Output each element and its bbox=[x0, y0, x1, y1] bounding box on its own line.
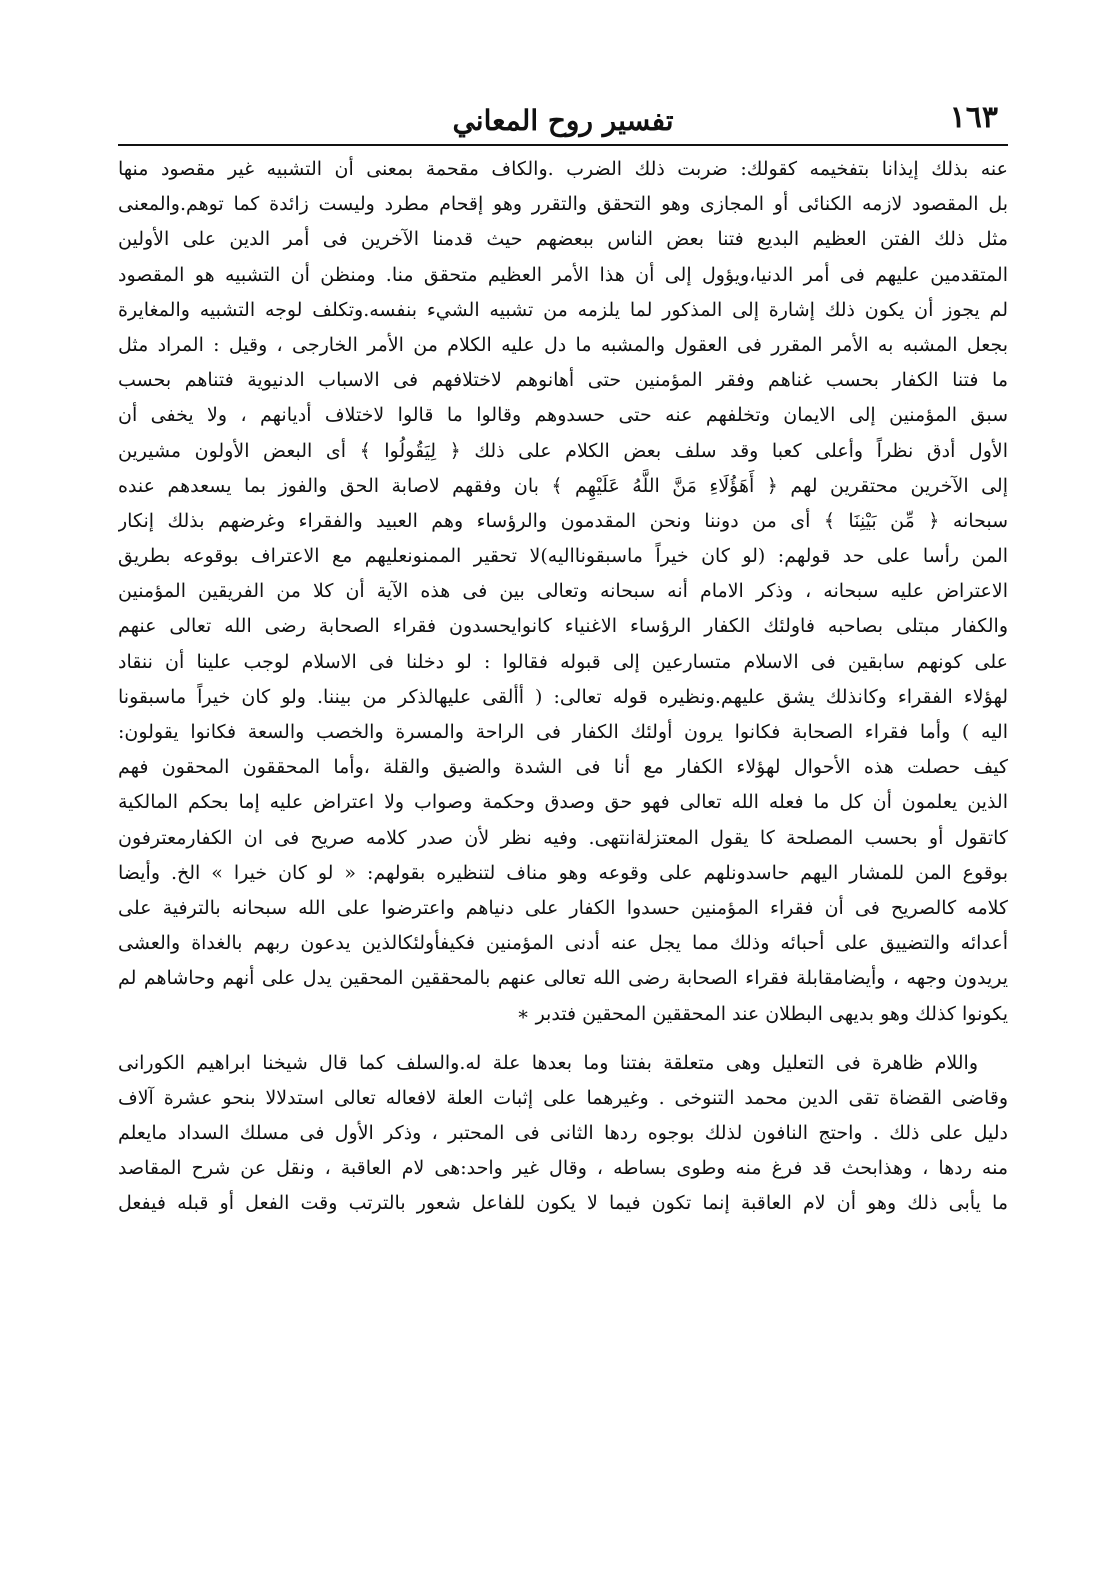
text-line: أعدائه والتضييق على أحبائه وذلك مما يجل عنه أدنى المؤمنين فكيفأولئكالذين يدعون ربهم بالغداة والعشى bbox=[118, 932, 1008, 955]
text-line: كيف حصلت هذه الأحوال لهؤلاء الكفار مع أنا فى الشدة والضيق والقلة ،وأما المحققون المحقون فهم bbox=[118, 756, 1008, 779]
text-line: يكونوا كذلك وهو بديهى البطلان عند المحققين المحقين فتدبر ∗ bbox=[516, 1002, 1008, 1025]
paragraph-1 bbox=[118, 152, 1008, 1032]
text-line: المن رأسا على حد قولهم: (لو كان خيراً ماسبقونااليه)لا تحقير الممنونعليهم مع الاعتراف بوقوعه بطريق bbox=[118, 545, 1008, 568]
text-line: لم يجوز أن يكون ذلك إشارة إلى المذكور لما يلزمه من تشبيه الشيء بنفسه.وتكلف لوجه التشبيه والمغايرة bbox=[118, 298, 1008, 321]
text-line: كاتقول أو بحسب المصلحة كا يقول المعتزلةانتهى. وفيه نظر لأن صدر كلامه صريح فى ان الكفارمعترفون bbox=[118, 826, 1008, 849]
text-line: ما يأبى ذلك وهو أن لام العاقبة إنما تكون فيما لا يكون للفاعل شعور بالترتب وقت الفعل أو قبله فيفعل bbox=[118, 1192, 1008, 1215]
text-line: اليه ) وأما فقراء الصحابة فكانوا يرون أولئك الكفار فى الراحة والمسرة والخصب والسعة فكانوا يقولون: bbox=[118, 721, 1008, 743]
text-line: الأول أدق نظراً وأعلى كعبا وقد سلف بعض الكلام على ذلك ﴿ لِيَقُولُوا ﴾ أى البعض الأولون مشيرين bbox=[118, 439, 1008, 462]
header-divider bbox=[118, 144, 1008, 146]
text-line: عنه بذلك إيذانا بتفخيمه كقولك: ضربت ذلك الضرب .والكاف مقحمة بمعنى أن التشبيه غير مقصود منها bbox=[118, 158, 1008, 180]
text-line: مثل ذلك الفتن العظيم البديع فتنا بعض الناس ببعضهم حيث قدمنا الآخرين فى أمر الدين على الأولين bbox=[118, 228, 1008, 251]
text-line: لهؤلاء الفقراء وكانذلك يشق عليهم.ونظيره قوله تعالى: ( أألقى عليهالذكر من بيننا. ولو كان خيراً ماسبقونا bbox=[118, 685, 1008, 708]
text-line: كلامه كالصريح فى أن فقراء المؤمنين حسدوا الكفار على دنياهم واعترضوا على الله سبحانه بالترفية على bbox=[118, 896, 1008, 919]
text-line: يريدون وجهه ، وأيضامقابلة فقراء الصحابة رضى الله تعالى عنهم بالمحققين المحقين يدل على أنهم وحاشاهم لم bbox=[118, 967, 1008, 990]
text-line: بل المقصود لازمه الكنائى أو المجازى وهو التحقق والتقرر وهو إقحام مطرد وليست زائدة كما توهم.والمعنى bbox=[118, 193, 1008, 216]
text-line: والكفار مبتلى بصاحبه فاولئك الكفار الرؤساء الاغنياء كانوايحسدون فقراء الصحابة رضى الله تعالى عنهم bbox=[118, 615, 1008, 638]
text-line: إلى الآخرين محتقرين لهم ﴿ أَهَؤُلَاءِ مَنَّ اللَّهُ عَلَيْهِم ﴾ بان وفقهم لاصابة الحق والفوز بما يسعدهم عنده bbox=[118, 474, 1008, 497]
text-line: المتقدمين عليهم فى أمر الدنيا،ويؤول إلى أن هذا الأمر العظيم متحقق منا. ومنظن أن التشبيه هو المقصود bbox=[118, 263, 1008, 286]
text-line: سبق المؤمنين إلى الايمان وتخلفهم عنه حتى حسدوهم وقالوا ما قالوا لاختلاف أديانهم ، ولا يخفى أن bbox=[118, 404, 1008, 427]
text-line: الاعتراض عليه سبحانه ، وذكر الامام أنه سبحانه وتعالى بين فى هذه الآية أن كلا من الفريقين المؤمنين bbox=[118, 580, 1008, 603]
text-line: منه ردها ، وهذابحث قد فرغ منه وطوى بساطه ، وقال غير واحد:هى لام العاقبة ، ونقل عن شرح المقاصد bbox=[118, 1157, 1008, 1180]
text-line: سبحانه ﴿ مِّن بَيْنِنَا ﴾ أى من دوننا ونحن المقدمون والرؤساء وهم العبيد والفقراء وغرضهم بذلك إنكار bbox=[118, 509, 1008, 532]
text-line: على كونهم سابقين فى الاسلام متسارعين إلى قبوله فقالوا : لو دخلنا فى الاسلام لوجب علينا أن ننقاد bbox=[118, 650, 1008, 673]
page-header bbox=[118, 100, 998, 140]
text-line: دليل على ذلك . واحتج النافون لذلك بوجوه ردها الثانى فى المحتبر ، وذكر الأول فى مسلك السداد مايعلم bbox=[118, 1122, 1008, 1145]
paragraph-gap bbox=[118, 1032, 1008, 1046]
paragraph-2 bbox=[118, 1046, 1008, 1222]
text-line: واللام ظاهرة فى التعليل وهى متعلقة بفتنا وما بعدها علة له.والسلف كما قال شيخنا ابراهيم الكورانى bbox=[118, 1051, 978, 1074]
body-text bbox=[118, 152, 1008, 1222]
text-line: وقاضى القضاة تقى الدين محمد التنوخى . وغيرهما على إثبات العلة لافعاله تعالى استدلالا بنحو عشرة آلاف bbox=[118, 1086, 1008, 1109]
running-title: تفسير روح المعاني bbox=[452, 104, 674, 137]
page-number: ١٦٣ bbox=[949, 100, 998, 135]
text-line: بجعل المشبه به الأمر المقرر فى العقول والمشبه ما دل عليه الكلام من الأمر الخارجى ، وقيل : المراد مثل bbox=[118, 333, 1008, 356]
text-line: الذين يعلمون أن كل ما فعله الله تعالى فهو حق وصدق وحكمة وصواب ولا اعتراض عليه إما بحكم المالكية bbox=[118, 791, 1008, 814]
text-line: ما فتنا الكفار بحسب غناهم وفقر المؤمنين حتى أهانوهم لاختلافهم فى الاسباب الدنيوية فتناهم بحسب bbox=[118, 369, 1008, 392]
text-line: بوقوع المن للمشار اليهم حاسدونلهم على وقوعه وهو مناف لتنظيره بقولهم: « لو كان خيرا » الخ. وأيضا bbox=[118, 861, 1008, 884]
